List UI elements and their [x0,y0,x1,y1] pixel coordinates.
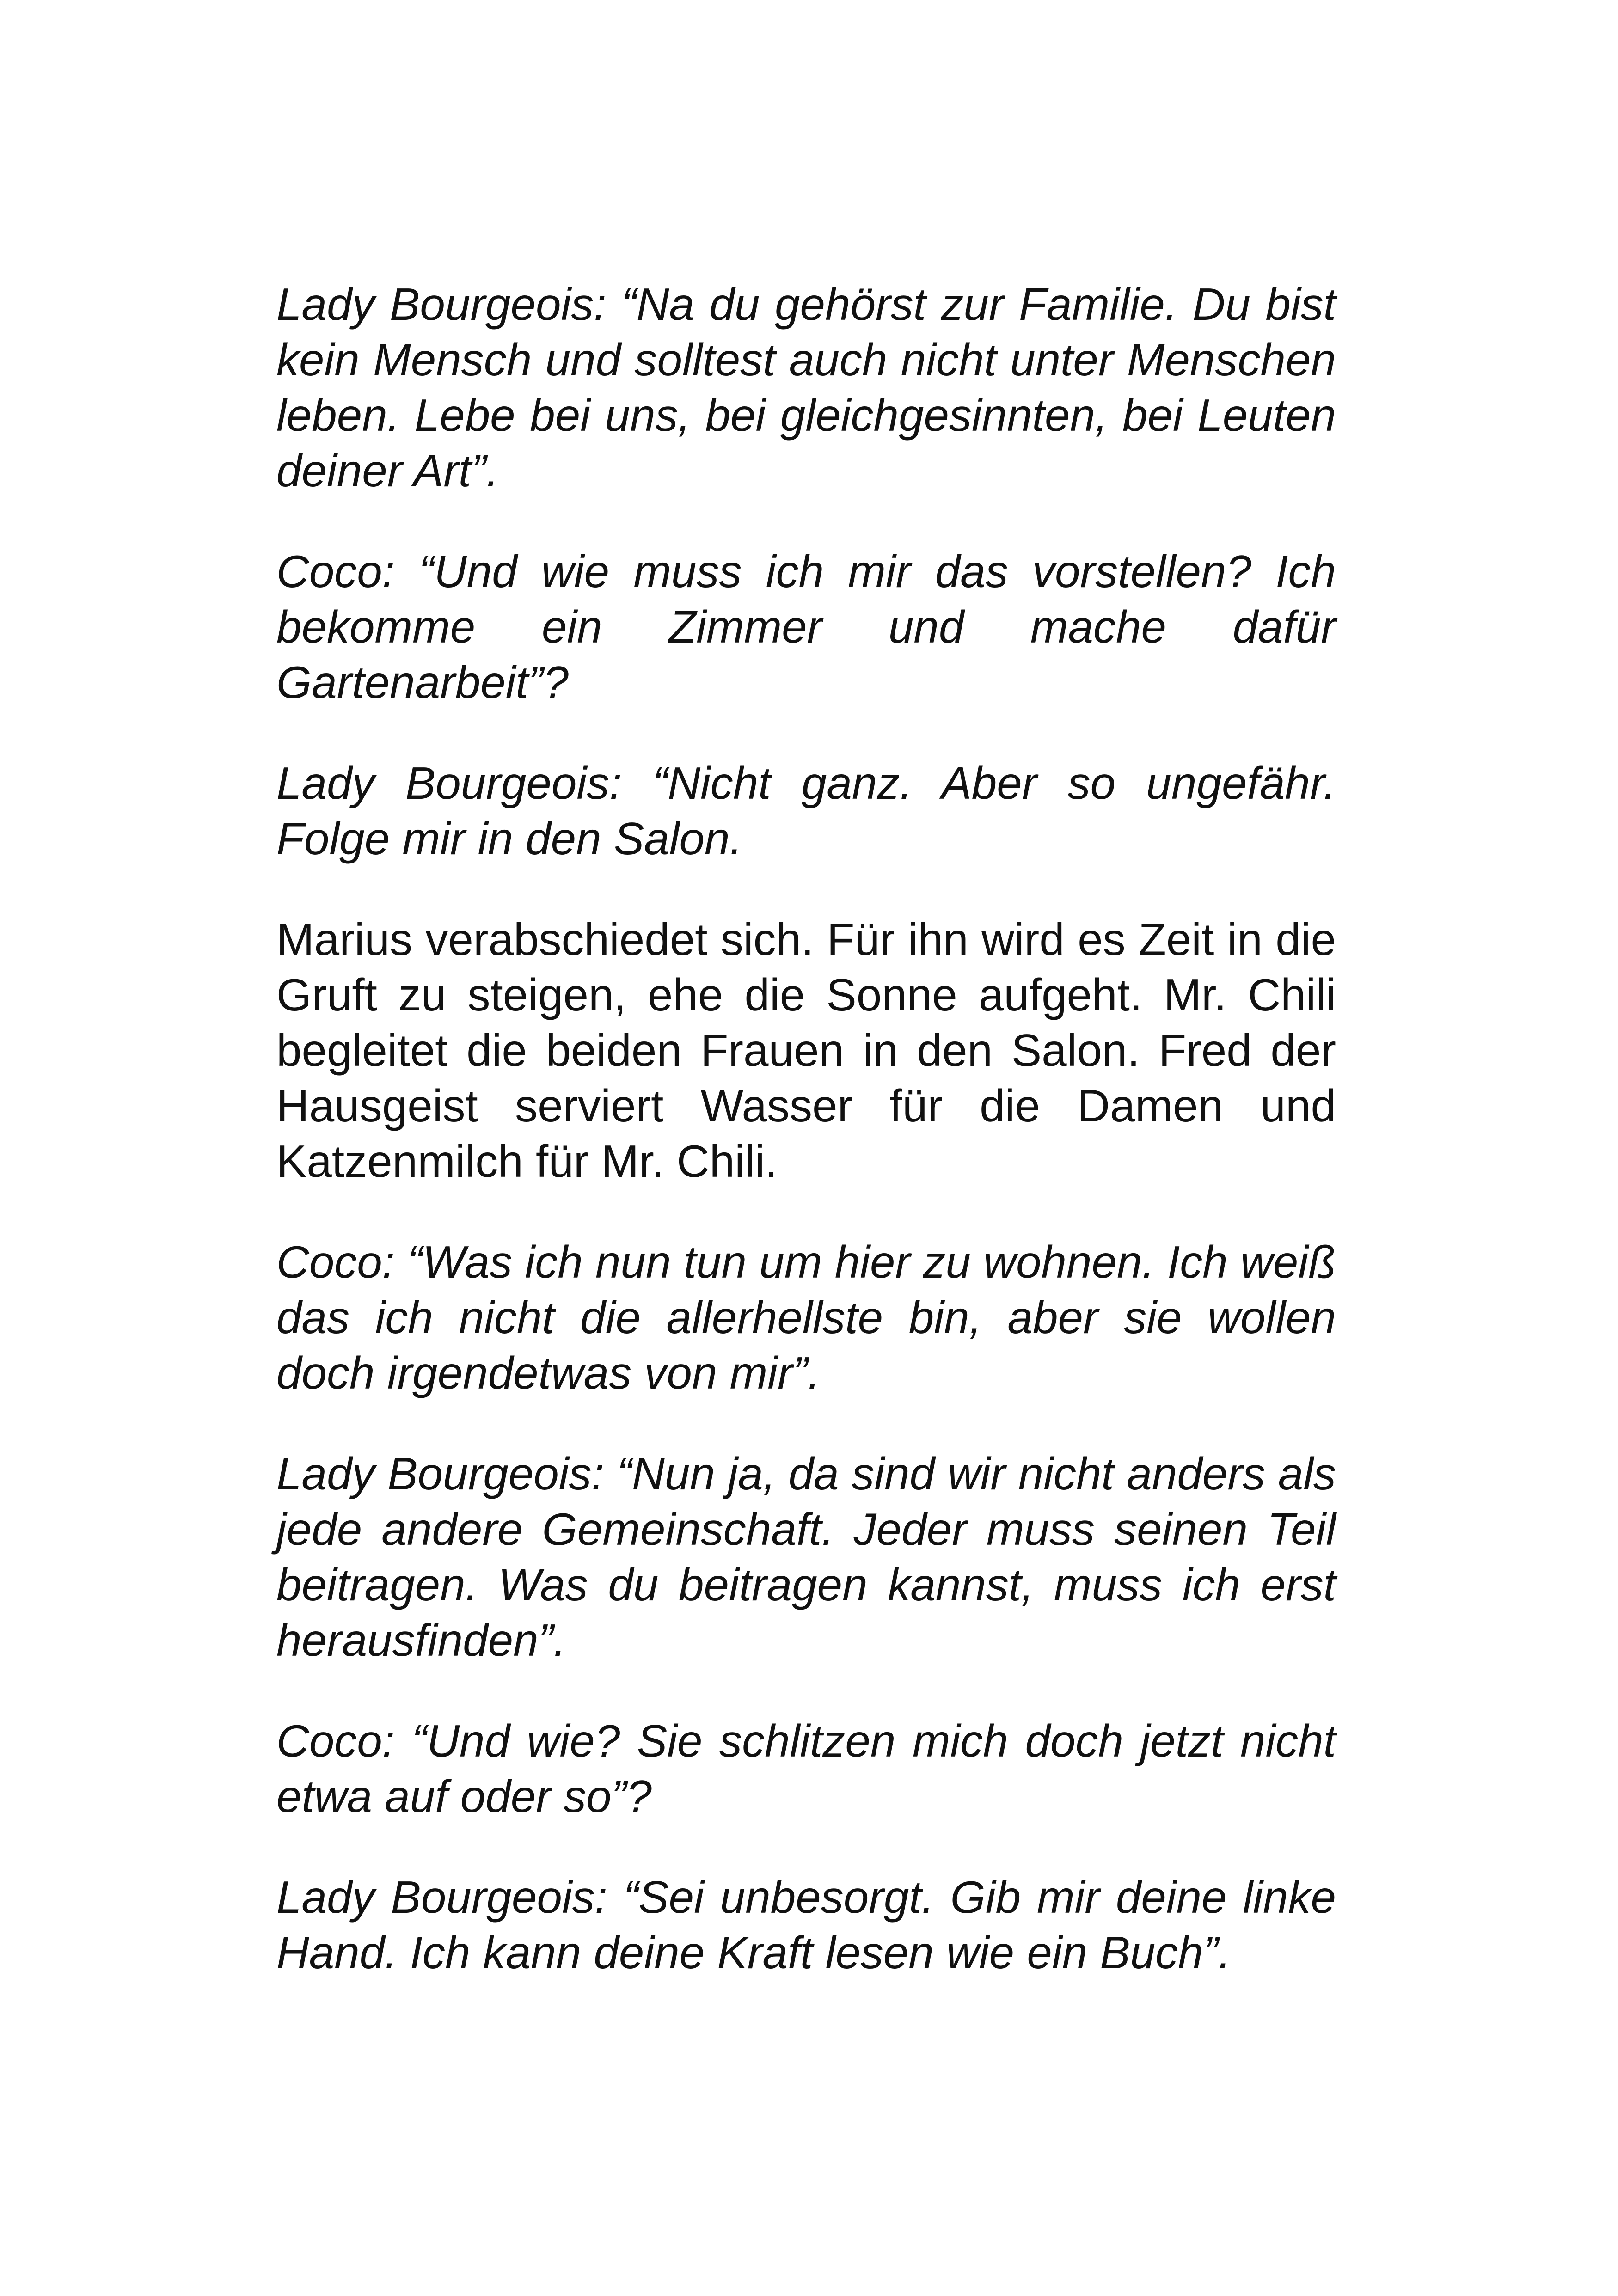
document-body [276,276,1336,2026]
dialogue-paragraph: Lady Bourgeois: “Na du gehörst zur Familie. Du bist kein Mensch und solltest auch nicht unter Menschen leben. Lebe bei uns, bei gleichgesinnten, bei Leuten deiner Art”. [276,279,1336,496]
dialogue-paragraph: Coco: “Und wie muss ich mir das vorstellen? Ich bekomme ein Zimmer und mache dafür Gartenarbeit”? [276,546,1336,708]
dialogue-paragraph: Lady Bourgeois: “Sei unbesorgt. Gib mir deine linke Hand. Ich kann deine Kraft lesen wie ein Buch”. [276,1872,1336,1978]
narration-paragraph: Marius verabschiedet sich. Für ihn wird es Zeit in die Gruft zu steigen, ehe die Sonne aufgeht. Mr. Chili begleitet die beiden Frauen in den Salon. Fred der Hausgeist serviert Wasser für die Damen und Katzenmilch für Mr. Chili. [276,914,1336,1187]
dialogue-paragraph: Coco: “Was ich nun tun um hier zu wohnen. Ich weiß das ich nicht die allerhellste bin, aber sie wollen doch irgendetwas von mir”. [276,1237,1336,1398]
dialogue-paragraph: Coco: “Und wie? Sie schlitzen mich doch jetzt nicht etwa auf oder so”? [276,1715,1336,1822]
dialogue-paragraph: Lady Bourgeois: “Nicht ganz. Aber so ungefähr. Folge mir in den Salon. [276,758,1336,864]
dialogue-paragraph: Lady Bourgeois: “Nun ja, da sind wir nicht anders als jede andere Gemeinschaft. Jeder muss seinen Teil beitragen. Was du beitragen kannst, muss ich erst herausfinden”. [276,1448,1336,1665]
